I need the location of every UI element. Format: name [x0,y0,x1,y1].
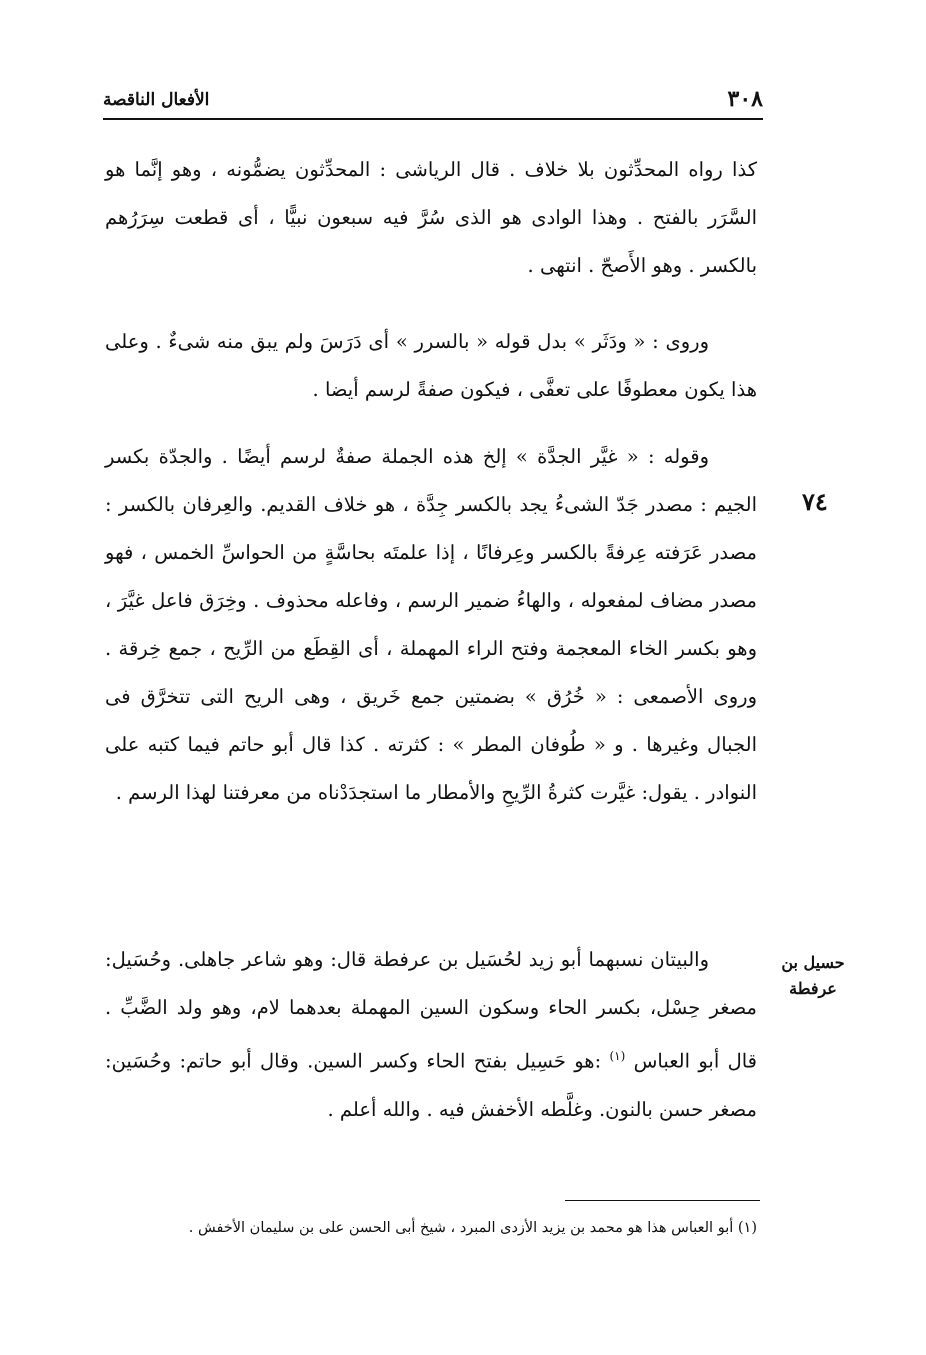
page-header [103,86,763,116]
paragraph-4-end: :هو حَسِيل بفتح الحاء وكسر السين. وقال أبو حاتم: وحُسَين: مصغر حسن بالنون. وغلَّطه الأخفش فيه . والله أعلم . [105,1049,757,1121]
paragraph-3: وقوله : « غيَّر الجدَّة » إلخ هذه الجملة صفةٌ لرسم أيضًا . والجدّة بكسر الجيم : مصدر جَدّ الشىءُ يجد بالكسر جِدَّة ، هو خلاف القديم. والعِرفان بالكسر : مصدر عَرَفته عِرفةً بالكسر وعِرفانًا ، إذا علمتَه بحاسَّةٍ من الحواسِّ الخمس ، فهو مصدر مضاف لمفعوله ، والهاءُ ضمير الرسم ، وفاعله محذوف . وخِرَق فاعل غيَّرَ ، وهو بكسر الخاء المعجمة وفتح الراء المهملة ، أى القِطَع من الرِّيح ، جمع خِرقة . وروى الأصمعى : « خُرُق » بضمتين جمع خَريق ، وهى الريح التى تتخرَّق فى الجبال وغيرها . و « طُوفان المطر » : كثرته . كذا قال أبو حاتم فيما كتبه على النوادر . يقول: غيَّرت كثرةُ الرِّيحِ والأمطار ما استجدَدْناه من معرفتنا لهذا الرسم . [105,445,757,804]
verse-number: ٧٤ [802,487,828,516]
page-number: ٣٠٨ [727,86,763,112]
footnote-rule [565,1200,760,1201]
paragraph-4 [105,936,757,1134]
margin-note: حسيل بن عرفطة [781,953,845,998]
paragraph-4-start: والبيتان نسبهما أبو زيد لحُسَيل بن عرفطة قال: وهو شاعر جاهلى. وحُسَيل: مصغر حِسْل، بكسر الحاء وسكون السين المهملة بعدهما لام، وهو ولد الضَّبِّ . قال أبو العباس [105,948,758,1073]
footnote: (١) أبو العباس هذا هو محمد بن يزيد الأزدى المبرد ، شيخ أبى الحسن على بن سليمان الأخفش . [188,1220,757,1236]
header-rule [103,118,763,120]
paragraph-2: وروى : « ودَثَر » بدل قوله « بالسرر » أى دَرَسَ ولم يبق منه شىءٌ . وعلى هذا يكون معطوفًا على تعفَّى ، فيكون صفةً لرسم أيضا . [105,330,757,401]
footnote-ref: (١) [609,1049,626,1063]
paragraph-1: كذا رواه المحدِّثون بلا خلاف . قال الرياشى : المحدِّثون يضمُّونه ، وهو إنَّما هو السَّرَر بالفتح . وهذا الوادى هو الذى سُرَّ فيه سبعون نبيًّا ، أى قطعت سِرَرُهم بالكسر . وهو الأَصحّ . انتهى . [105,158,757,277]
running-head: الأفعال الناقصة [103,90,210,110]
